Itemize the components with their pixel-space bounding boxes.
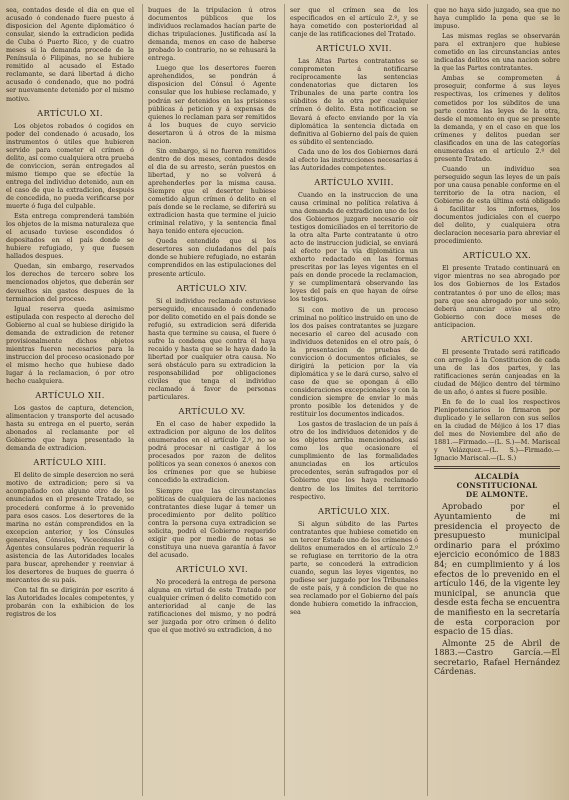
article-heading: ARTÍCULO XVI. <box>175 563 249 574</box>
article-heading: ARTÍCULO XV. <box>178 406 246 417</box>
paragraph: Luego que los desertores fueren aprehendidos, se pondrán á disposicion del Cónsul ó Agente consular que los hubiese reclamado, y podrán ser detenidos en las prisiones públicas á peticion y á expensas de quienes lo reclaman para ser remitidos á los buques de cuyo servicio desertaron ú á otros de la misma nacion. <box>148 64 276 145</box>
paragraph: Los objetos robados ó cogidos en poder del condenado ó acusado, los instrumentos ó útiles que hubieren servido para cometer el crímen ó delito, así como cualquiera otra prueba de conviccion, serán entregados al mismo tiempo que se efectúe la entrega del individuo detenido, aun en el caso de que la extradicion, después de concedida, no pueda verificarse por muerte ó fuga del culpable. <box>6 121 134 211</box>
paragraph: Igual reserva queda asimismo estipulada con respecto al derecho del Gobierno al cual se hubiese dirigido la demanda de extradicion de retener provisionalmente dichos objetos mientras fueren necesarios para la instruccion del proceso ocasionado por el mismo hecho que hubiese dado lugar á la reclamacion, ó por otro hecho cualquiera. <box>6 304 134 386</box>
paragraph: buques de la tripulacion ú otros documentos públicos que los individuos reclamados hacían parte de dichas tripulaciones. Justificada así la demanda, menos en caso de haberse probado lo contrario, no se rehusará la entrega. <box>148 6 276 63</box>
paragraph: Almonte 25 de Abril de 1883.—Castro García.—El secretario, Rafael Hernández Cárdenas. <box>434 637 560 677</box>
section-divider <box>434 468 560 469</box>
paragraph: Si con motivo de un proceso criminal no político instruido en uno de los dos países contratantes se juzgare necesario el careo del acusado con individuos detenidos en el otro país, ó la presentacion de pruebas de conviccion ó documentos oficiales, se dirigirá la peticion por la vía diplomática y se le dará curso, salvo el caso de que se opongan á ello consideraciones excepcionales y con la condicion siempre de enviar lo más pronto posible los detenidos y de restituir los documentos indicados. <box>290 305 418 419</box>
paragraph: Si algun súbdito de las Partes contratantes que hubiese cometido en un tercer Estado uno de los crímenes ó delitos enumerados en el artículo 2.º se refugiase en territorio de la otra parte, se concederá la extradicion cuando, segun las leyes vigentes, no pudiese ser juzgado por los Tribunales de este país, y á condicion de que no sea reclamado por el Gobierno del país donde hubiera cometido la infraccion, sea <box>290 519 418 617</box>
text-column-4 <box>434 6 560 796</box>
paragraph: Cuando un individuo sea perseguido segun las leyes de un país por una causa penable conforme en el territorio de la otra nacion, el Gobierno de esta última está obligado á facilitar los informes, los documentos judiciales con el cuerpo del delito, y cualquiera otra declaracion necesaria para abreviar el procedimiento. <box>434 164 560 246</box>
paragraph: Con tal fin se dirigirán por escrito á las Autoridades locales competentes, y probarán con la exhibicion de los registros de los <box>6 586 134 619</box>
article-heading: ARTÍCULO XIV. <box>176 282 248 293</box>
column-rule <box>427 4 428 796</box>
paragraph: Aprobado por el Ayuntamiento de mi presidencia el proyecto de presupuesto municipal ordinario para el próximo ejercicio económico de 1883 84; en cumplimiento y á los efectos de lo prevenido en el artículo 146, de la vigente ley municipal, se anuncia que desde esta fecha se encuentra de manifiesto en la secretaría de esta corporacion por espacio de 15 días. <box>434 501 560 637</box>
article-heading: ARTÍCULO XXI. <box>460 333 534 344</box>
paragraph: que no haya sido juzgado, sea que no haya cumplido la pena que se le impuso. <box>434 6 560 31</box>
paragraph: Las Altas Partes contratantes se comprometen á notificarse recíprocamente las sentencias condenatorias que dictaren los Tribunales de una parte contra los súbditos de la otra por cualquier crímen ó delito. Esta notificacion se llevará á efecto enviando por la vía diplomática la sentencia dictada en definitiva al Gobierno del país de quien es súbdito el sentenciado. <box>290 57 418 146</box>
text-column-2 <box>148 6 276 796</box>
paragraph: Cada uno de los dos Gobiernos dará al efecto las instrucciones necesarias á las Autoridades competentes. <box>290 147 418 172</box>
text-column-1 <box>6 6 134 796</box>
text-column-3 <box>290 6 418 796</box>
paragraph: El presente Tratado continuará en vigor mientras no sea abrogado por los dos Gobiernos de los Estados contratantes ó por uno de ellos; mas para que sea abrogado por uno solo, deberá anunciar aviso al otro Gobierno con doce meses de anticipacion. <box>434 264 560 329</box>
paragraph: Queda entendido que si los desertores son ciudadanos del país donde se hubiere refugiado, no estarán comprendidos en las estipulaciones del presente artículo. <box>148 237 276 278</box>
paragraph: Sin embargo, si no fueren remitidos dentro de dos meses, contados desde el dia de su arresto, serán puestos en libertad, y no se volverá á aprehenderles por la misma causa. Siempre que el desertor hubiese cometido algun crímen ó delito en el país donde se le reclame, se diferirá su extradicion hasta que termine el juicio criminal relativo, y la sentencia final haya tenido entera ejecucion. <box>148 146 276 236</box>
paragraph: Quedan, sin embargo, reservados los derechos de tercero sobre los mencionados objetos, que deberán ser devueltos sin gastos despues de la terminacion del proceso. <box>6 262 134 303</box>
section-divider <box>434 466 560 467</box>
article-heading: ARTÍCULO XIII. <box>33 457 107 468</box>
article-heading: ARTÍCULO XX. <box>462 250 532 261</box>
section-heading: DE ALMONTE. <box>465 490 529 500</box>
paragraph: El presente Tratado será ratificado con arreglo á la Constitucion de cada una de las dos partes, y las ratificaciones serán canjeadas en la ciudad de Méjico dentro del término de un año, ó antes si fuere posible. <box>434 347 560 396</box>
paragraph: El delito de simple desercion no será motivo de extradicion; pero si va acompañado con alguno otro de los enunciados en el presente Tratado, se procederá conforme á lo prevenido para esos casos. Los desertores de la marina no están comprendidos en la excepcion anterior, y los Cónsules generales, Cónsules, Vicecónsules ó Agentes consulares podrán requerir la asistencia de las Autoridades locales para buscar, aprehender y reenviar á los desertores de buques de guerra ó mercantes de su país. <box>6 471 134 584</box>
paragraph: Si el individuo reclamado estuviese perseguido, encausado ó condenado por delito cometido en el país donde se refugió, su extradicion será diferida hasta que termine su causa, el fuere ó sufre la condena que contra él haya recaido y hasta que se le haya dado la libertad por cualquier otra causa. No será obstáculo para su extradicion la responsabilidad por obligaciones civiles que tenga el individuo reclamado á favor de personas particulares. <box>148 296 276 402</box>
paragraph: sea, contados desde el dia en que el acusado ó condenado fuere puesto á disposicion del Agente diplomático ó consular, siendo la extradicion pedida de Cuba ó Puerto Rico, y de cuatro meses si la demanda procede de la Península ó Filipinas, no se hubiere remitido al acusado el Estado reclamante, se dará libertad á dicho acusado ó condenado, que no podrá ser nuevamente detenido por el mismo motivo. <box>6 6 134 103</box>
paragraph: En fe de lo cual los respectivos Plenipotenciarios lo firmaron por duplicado y le sellaron con sus sellos en la ciudad de Méjico á los 17 dias del mes de Noviembre del año de 1881.—Firmado.—(L. S.)—M. Mariscal y Velázquez.—(L. S.)—Firmado.—Ignacio Mariscal.—(L. S.) <box>434 398 560 463</box>
article-heading: ARTÍCULO XVIII. <box>314 176 394 187</box>
article-heading: ARTÍCULO XI. <box>37 107 103 118</box>
paragraph: Esta entrega comprenderá también los objetos de la misma naturaleza que el acusado tuviese escondidos ó depositados en el país donde se hubiere refugiado, y que fuesen hallados despues. <box>6 212 134 261</box>
article-heading: ARTÍCULO XVII. <box>316 43 392 54</box>
column-rule <box>284 4 285 796</box>
paragraph: Cuando en la instruccion de una causa criminal no política relativa á una demanda de extradicion uno de los dos Gobiernos juzgare necesario oír testigos domiciliados en el territorio de la otra alta Parte contratante ú otro acto de instruccion judicial, se enviará al efecto por la vía diplomática un exhorto redactado en las formas prescritas por las leyes vigentes en el país en donde procede la reclamacion, y se cumplimentará observando las leyes del país en que hayan de oírse los testigos. <box>290 190 418 304</box>
paragraph: En el caso de haber expedido la extradicion por alguno de los delitos enumerados en el artículo 2.º, no se podrá procesar ni castigar á los procesados por razon de delitos políticos ya sean conexos ó anexos con los crímenes por que se hubiese concedido la extradicion. <box>148 420 276 485</box>
column-rule <box>142 4 143 796</box>
paragraph: ser que el crímen sea de los especificados en el artículo 2.º, y se haya cometido con posterioridad al canje de las ratificaciones del Tratado. <box>290 6 418 39</box>
paragraph: No procederá la entrega de persona alguna en virtud de este Tratado por cualquier crímen ó delito cometido con anterioridad al canje de las ratificaciones del mismo, y no podrá ser juzgada por otro crímen ó delito que el que motivó su extradicion, á no <box>148 577 276 635</box>
article-heading: ARTÍCULO XIX. <box>317 505 391 516</box>
paragraph: Las mismas reglas se observarán para el extranjero que hubiese cometido en las circunstancias antes indicadas delitos en una nacion sobre la que las Partes contratantes. <box>434 32 560 73</box>
article-heading: ARTÍCULO XII. <box>35 390 105 401</box>
paragraph: Los gastos de traslacion de un país á otro de los individuos detenidos y de los objetos arriba mencionados, así como los que ocasionare el cumplimiento de las formalidades anunciadas en los artículos precedentes, serán sufragados por el Gobierno que los haya reclamado dentro de los límites del territorio respectivo. <box>290 420 418 501</box>
section-heading: ALCALDÍA CONSTITUCIONAL <box>456 472 538 491</box>
paragraph: Ambas se comprometen á proseguir, conforme á sus leyes respectivas, los crímenes y delitos cometidos por los súbditos de una parte contra las leyes de la otra, desde el momento en que se presente la demanda, y en el caso en que los crímenes y delitos puedan ser clasificados en una de las categorías enumeradas en el artículo 2.º del presente Tratado. <box>434 74 560 163</box>
paragraph: Siempre que las circunstancias políticas de cualquiera de las naciones contratantes diese lugar á temer un procedimiento por delito político contra la persona cuya extradicion se solicita, podrá el Gobierno requerido exigir que por medio de notas se constituya una nueva garantía á favor del acusado. <box>148 486 276 559</box>
paragraph: Los gastos de captura, detencion, alimentacion y transporte del acusado hasta su entrega en el puerto, serán abonados al reclamante por el Gobierno que haya presentado la demanda de extradicion. <box>6 404 134 453</box>
